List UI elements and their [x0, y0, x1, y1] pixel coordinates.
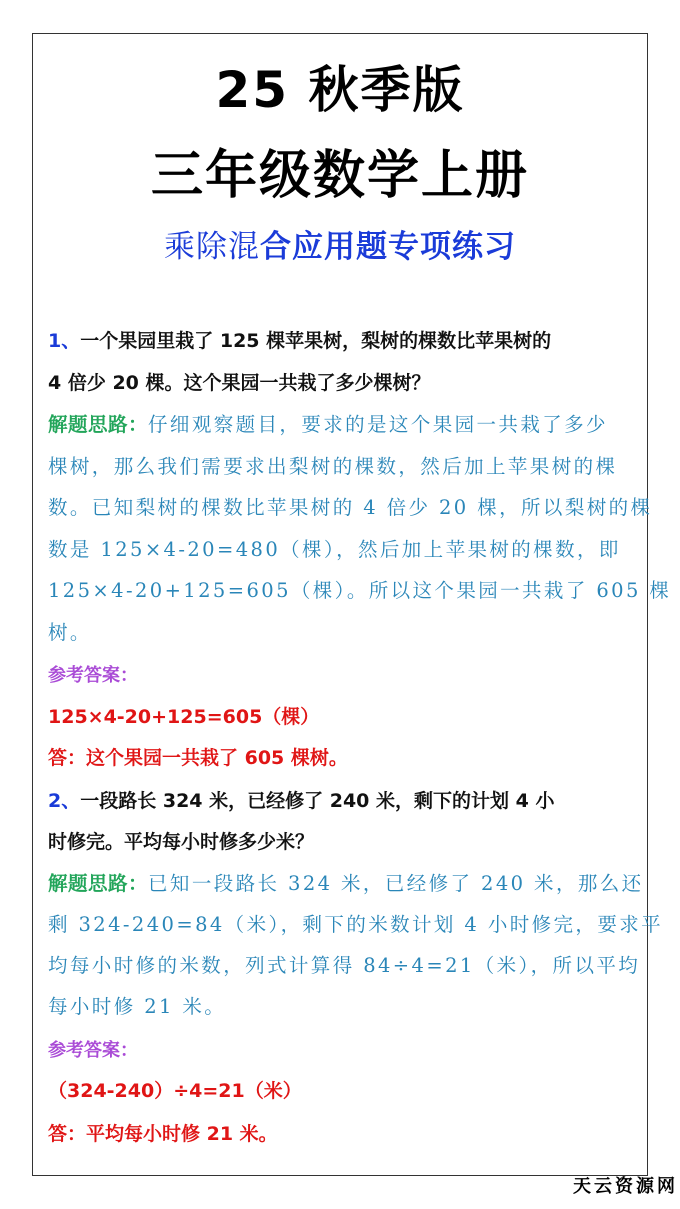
problem-2-thinking-line-1: 解题思路：已知一段路长 324 米，已经修了 240 米，那么还 [48, 872, 644, 895]
subtitle-bold: 合应用题专项练习 [260, 229, 516, 265]
problem-1-reference-label: 参考答案： [48, 665, 138, 686]
problem-1-formula: 125×4-20+125=605（棵） [48, 706, 320, 728]
problem-2-thinking-line-4: 每小时修 21 米。 [48, 995, 227, 1018]
problem-1-thinking-line-6: 树。 [48, 621, 92, 644]
problem-1-thinking-line-3: 数。已知梨树的棵数比苹果树的 4 倍少 20 棵，所以梨树的棵 [48, 496, 653, 519]
problem-2-thinking-label: 解题思路： [48, 872, 149, 895]
problem-1-thinking-line-5: 125×4-20+125=605（棵）。所以这个果园一共栽了 605 棵 [48, 579, 672, 602]
problem-1-number: 1、 [48, 330, 81, 352]
title-line-2: 三年级数学上册 [150, 146, 529, 206]
problem-2-thinking-line-3: 均每小时修的米数，列式计算得 84÷4=21（米），所以平均 [48, 954, 641, 977]
problem-1-answer: 答：这个果园一共栽了 605 棵树。 [48, 747, 348, 769]
watermark: 天云资源网 [573, 1176, 678, 1197]
subtitle [0, 226, 680, 268]
problem-2-formula: （324-240）÷4=21（米） [48, 1080, 302, 1102]
problem-1-thinking-line-4: 数是 125×4-20=480（棵），然后加上苹果树的棵数，即 [48, 538, 621, 561]
problem-2-thinking-line-2: 剩 324-240=84（米），剩下的米数计划 4 小时修完，要求平 [48, 913, 664, 936]
title-line-1: 25 秋季版 [215, 61, 465, 119]
problem-2-reference-label: 参考答案： [48, 1040, 138, 1061]
subtitle-light: 乘除混 [164, 229, 260, 265]
problem-1-thinking-label: 解题思路： [48, 413, 149, 436]
problem-1-question-line-2: 4 倍少 20 棵。这个果园一共栽了多少棵树？ [48, 372, 431, 394]
problem-2-question-line-1: 2、一段路长 324 米，已经修了 240 米，剩下的计划 4 小 [48, 790, 555, 812]
problem-2-number: 2、 [48, 790, 81, 812]
problem-2-answer: 答：平均每小时修 21 米。 [48, 1123, 278, 1145]
problem-1-thinking-line-1: 解题思路：仔细观察题目，要求的是这个果园一共栽了多少 [48, 413, 608, 436]
problem-1-question-line-1: 1、一个果园里栽了 125 棵苹果树，梨树的棵数比苹果树的 [48, 330, 552, 352]
problem-1-thinking-line-2: 棵树，那么我们需要求出梨树的棵数，然后加上苹果树的棵 [48, 455, 618, 478]
problem-2-question-line-2: 时修完。平均每小时修多少米？ [48, 831, 315, 853]
